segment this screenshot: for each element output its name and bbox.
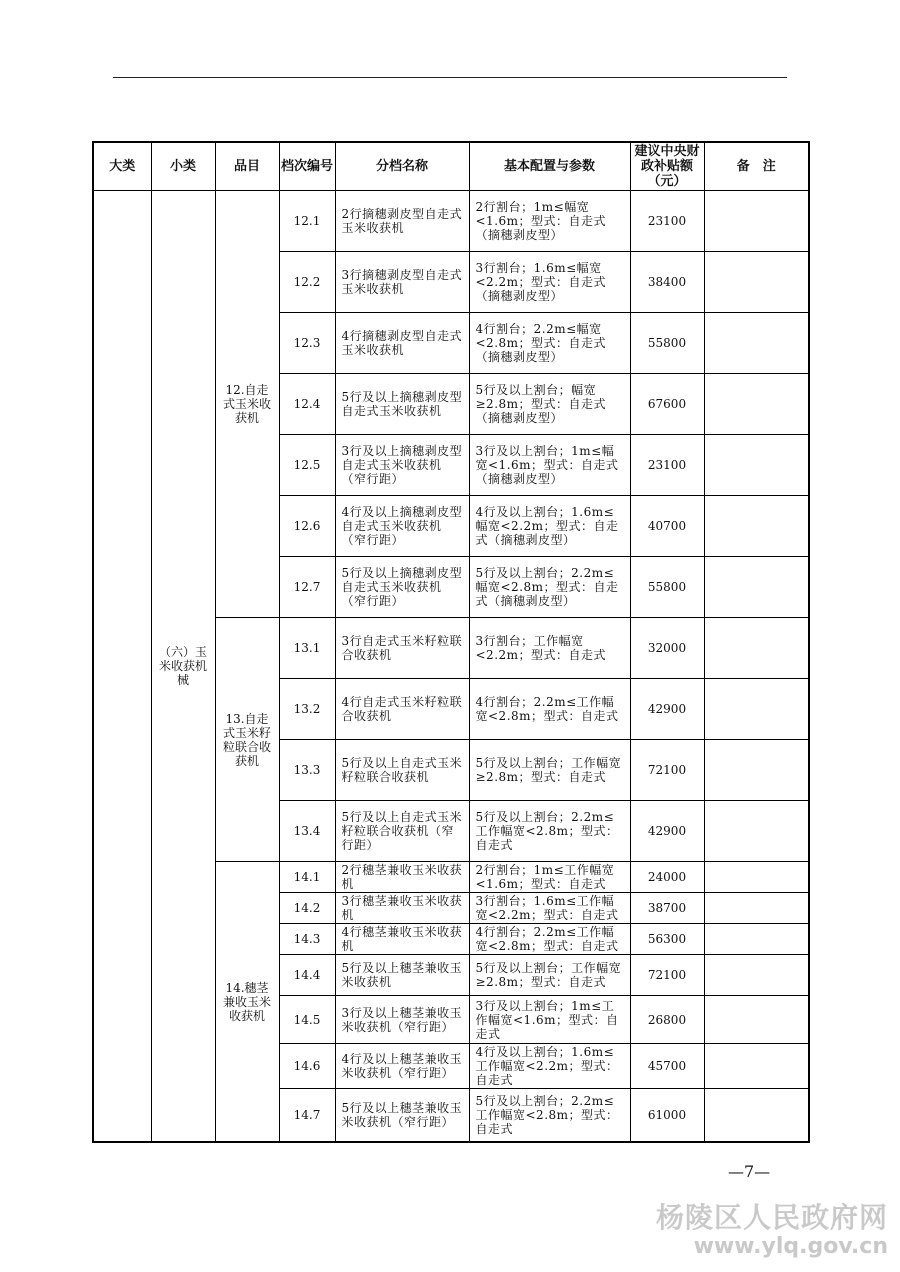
grade-name: 5行及以上穗茎兼收玉米收获机	[335, 955, 469, 996]
subsidy-amount: 38700	[630, 893, 704, 924]
remarks-cell	[704, 862, 809, 893]
grade-code: 12.5	[279, 434, 335, 495]
grade-name: 4行及以上穗茎兼收玉米收获机（窄行距）	[335, 1044, 469, 1089]
subsidy-amount: 32000	[630, 617, 704, 678]
grade-code: 12.1	[279, 190, 335, 251]
grade-code: 14.7	[279, 1089, 335, 1142]
watermark-site-name: 杨陵区人民政府网	[655, 1201, 888, 1234]
subsidy-amount: 56300	[630, 924, 704, 955]
remarks-cell	[704, 373, 809, 434]
grade-code: 14.6	[279, 1044, 335, 1089]
grade-config: 4行割台；2.2m≤工作幅宽<2.8m；型式：自走式	[469, 679, 630, 740]
table-row	[93, 190, 809, 251]
grade-name: 3行摘穗剥皮型自走式玉米收获机	[335, 251, 469, 312]
grade-config: 3行割台；1.6m≤幅宽<2.2m；型式：自走式（摘穗剥皮型）	[469, 251, 630, 312]
remarks-cell	[704, 617, 809, 678]
grade-config: 2行割台；1m≤工作幅宽<1.6m；型式：自走式	[469, 862, 630, 893]
subsidy-amount: 55800	[630, 556, 704, 617]
remarks-cell	[704, 679, 809, 740]
grade-code: 14.3	[279, 924, 335, 955]
grade-config: 2行割台；1m≤幅宽<1.6m；型式：自走式（摘穗剥皮型）	[469, 190, 630, 251]
header-subsidy: 建议中央财政补贴额（元）	[630, 142, 704, 190]
subsidy-amount: 55800	[630, 312, 704, 373]
grade-config: 3行及以上割台；1m≤幅宽<1.6m；型式：自走式（摘穗剥皮型）	[469, 434, 630, 495]
remarks-cell	[704, 1044, 809, 1089]
grade-config: 5行及以上割台；幅宽≥2.8m；型式：自走式（摘穗剥皮型）	[469, 373, 630, 434]
remarks-cell	[704, 996, 809, 1044]
item-cell-12: 12.自走式玉米收获机	[215, 190, 279, 617]
grade-name: 3行穗茎兼收玉米收获机	[335, 893, 469, 924]
grade-config: 4行割台；2.2m≤工作幅宽<2.8m；型式：自走式	[469, 924, 630, 955]
header-item: 品目	[215, 142, 279, 190]
subsidy-table	[92, 141, 810, 1143]
watermark-url: www.ylq.gov.cn	[693, 1234, 888, 1259]
subsidy-amount: 42900	[630, 679, 704, 740]
remarks-cell	[704, 495, 809, 556]
remarks-cell	[704, 434, 809, 495]
item-cell-14: 14.穗茎兼收玉米收获机	[215, 862, 279, 1142]
remarks-cell	[704, 190, 809, 251]
header-major-category: 大类	[93, 142, 151, 190]
grade-code: 14.2	[279, 893, 335, 924]
grade-config: 5行及以上割台；2.2m≤工作幅宽<2.8m；型式：自走式	[469, 1089, 630, 1142]
grade-code: 12.7	[279, 556, 335, 617]
remarks-cell	[704, 893, 809, 924]
table-header-row	[93, 142, 809, 190]
grade-config: 3行割台；1.6m≤工作幅宽<2.2m；型式：自走式	[469, 893, 630, 924]
grade-code: 12.6	[279, 495, 335, 556]
remarks-cell	[704, 556, 809, 617]
header-config: 基本配置与参数	[469, 142, 630, 190]
grade-code: 12.2	[279, 251, 335, 312]
grade-code: 14.4	[279, 955, 335, 996]
subsidy-amount: 40700	[630, 495, 704, 556]
subsidy-amount: 45700	[630, 1044, 704, 1089]
subsidy-amount: 24000	[630, 862, 704, 893]
grade-config: 4行割台；2.2m≤幅宽<2.8m；型式：自走式（摘穗剥皮型）	[469, 312, 630, 373]
grade-name: 4行自走式玉米籽粒联合收获机	[335, 679, 469, 740]
header-rule	[113, 77, 787, 78]
grade-name: 5行及以上摘穗剥皮型自走式玉米收获机	[335, 373, 469, 434]
grade-code: 12.3	[279, 312, 335, 373]
remarks-cell	[704, 801, 809, 862]
subsidy-amount: 72100	[630, 740, 704, 801]
page-number: —7—	[728, 1162, 771, 1181]
grade-config: 3行及以上割台；1m≤工作幅宽<1.6m；型式：自走式	[469, 996, 630, 1044]
subcategory-cell: （六）玉米收获机械	[151, 190, 215, 1142]
remarks-cell	[704, 740, 809, 801]
grade-config: 5行及以上割台；工作幅宽≥2.8m；型式：自走式	[469, 955, 630, 996]
grade-code: 13.1	[279, 617, 335, 678]
major-category-cell	[93, 190, 151, 1142]
grade-code: 14.5	[279, 996, 335, 1044]
grade-name: 4行摘穗剥皮型自走式玉米收获机	[335, 312, 469, 373]
remarks-cell	[704, 251, 809, 312]
grade-name: 3行及以上摘穗剥皮型自走式玉米收获机（窄行距）	[335, 434, 469, 495]
grade-config: 3行割台；工作幅宽<2.2m；型式：自走式	[469, 617, 630, 678]
grade-config: 5行及以上割台；工作幅宽≥2.8m；型式：自走式	[469, 740, 630, 801]
grade-name: 2行摘穗剥皮型自走式玉米收获机	[335, 190, 469, 251]
header-grade-name: 分档名称	[335, 142, 469, 190]
grade-name: 5行及以上自走式玉米籽粒联合收获机（窄行距）	[335, 801, 469, 862]
grade-code: 14.1	[279, 862, 335, 893]
subsidy-amount: 26800	[630, 996, 704, 1044]
grade-code: 12.4	[279, 373, 335, 434]
subsidy-amount: 23100	[630, 190, 704, 251]
grade-name: 2行穗茎兼收玉米收获机	[335, 862, 469, 893]
header-grade-code: 档次编号	[279, 142, 335, 190]
subsidy-amount: 23100	[630, 434, 704, 495]
grade-name: 4行穗茎兼收玉米收获机	[335, 924, 469, 955]
grade-name: 5行及以上自走式玉米籽粒联合收获机	[335, 740, 469, 801]
grade-name: 4行及以上摘穗剥皮型自走式玉米收获机（窄行距）	[335, 495, 469, 556]
header-remarks: 备 注	[704, 142, 809, 190]
grade-config: 4行及以上割台；1.6m≤幅宽<2.2m；型式：自走式（摘穗剥皮型）	[469, 495, 630, 556]
header-subcategory: 小类	[151, 142, 215, 190]
grade-name: 5行及以上穗茎兼收玉米收获机（窄行距）	[335, 1089, 469, 1142]
grade-config: 4行及以上割台；1.6m≤工作幅宽<2.2m；型式：自走式	[469, 1044, 630, 1089]
grade-code: 13.2	[279, 679, 335, 740]
remarks-cell	[704, 924, 809, 955]
subsidy-amount: 38400	[630, 251, 704, 312]
subsidy-amount: 72100	[630, 955, 704, 996]
remarks-cell	[704, 1089, 809, 1142]
subsidy-amount: 61000	[630, 1089, 704, 1142]
grade-name: 5行及以上摘穗剥皮型自走式玉米收获机（窄行距）	[335, 556, 469, 617]
grade-code: 13.4	[279, 801, 335, 862]
subsidy-amount: 67600	[630, 373, 704, 434]
remarks-cell	[704, 312, 809, 373]
subsidy-amount: 42900	[630, 801, 704, 862]
grade-code: 13.3	[279, 740, 335, 801]
grade-name: 3行自走式玉米籽粒联合收获机	[335, 617, 469, 678]
item-cell-13: 13.自走式玉米籽粒联合收获机	[215, 617, 279, 861]
grade-name: 3行及以上穗茎兼收玉米收获机（窄行距）	[335, 996, 469, 1044]
grade-config: 5行及以上割台；2.2m≤工作幅宽<2.8m；型式：自走式	[469, 801, 630, 862]
remarks-cell	[704, 955, 809, 996]
grade-config: 5行及以上割台；2.2m≤幅宽<2.8m；型式：自走式（摘穗剥皮型）	[469, 556, 630, 617]
